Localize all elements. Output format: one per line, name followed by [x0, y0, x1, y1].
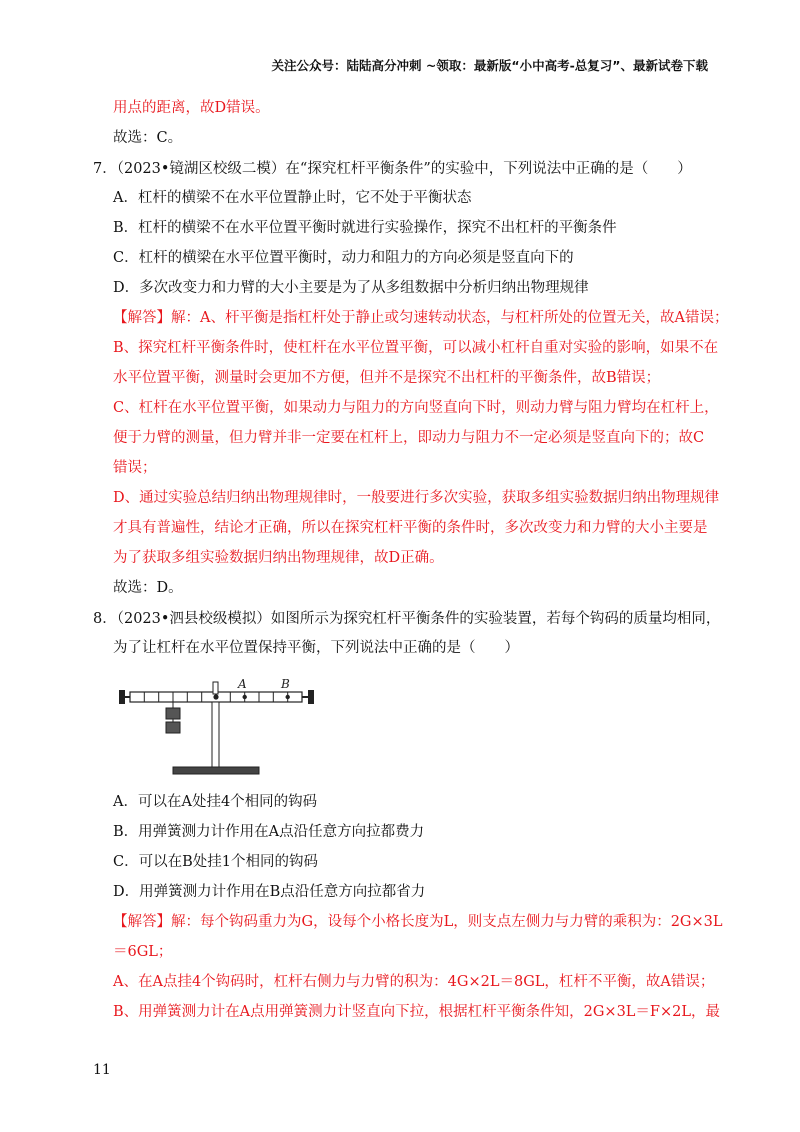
q7-answer-line-3: 水平位置平衡，测量时会更加不方便，但并不是探究不出杠杆的平衡条件，故B错误； [113, 370, 661, 386]
pivot-pointer [213, 682, 218, 694]
q7-answer-text: 解：A、杆平衡是指杠杆处于静止或匀速转动状态，与杠杆所处的位置无关，故A错误； [171, 310, 729, 326]
page-number: 11 [93, 1062, 111, 1078]
q8-answer-line-4: B、用弹簧测力计在A点用弹簧测力计竖直向下拉，根据杠杆平衡条件知，2G×3L＝F×2L，最 [113, 1004, 721, 1020]
stand-base [173, 767, 259, 774]
point-b-marker [286, 695, 290, 699]
q8-answer-text: 解：每个钩码重力为G，设每个小格长度为L，则支点左侧力与力臂的乘积为：2G×3L [171, 914, 723, 930]
q7-answer-line-2: B、探究杠杆平衡条件时，使杠杆在水平位置平衡，可以减小杠杆自重对实验的影响，如果不在 [113, 340, 719, 356]
point-a-label: A [238, 677, 247, 691]
q7-option-d: D．多次改变力和力臂的大小主要是为了从多组数据中分析归纳出物理规律 [113, 280, 589, 296]
hook-weight-1 [166, 708, 180, 719]
point-b-label: B [281, 677, 290, 691]
hook-weight-2 [166, 722, 180, 733]
point-a-marker [243, 695, 247, 699]
q8-stem-line-1: 8．（2023•泗县校级模拟）如图所示为探究杠杆平衡条件的实验装置，若每个钩码的质量均相同， [93, 611, 721, 627]
q8-answer-line-1 [113, 912, 723, 932]
q7-option-c: C．杠杆的横梁在水平位置平衡时，动力和阻力的方向必须是竖直向下的 [113, 250, 574, 266]
q8-option-c: C．可以在B处挂1个相同的钩码 [113, 854, 318, 870]
q8-answer-line-2: ＝6GL； [113, 944, 173, 960]
page-header: 关注公众号：陆陆高分冲刺 ~领取：最新版“小中高考-总复习”、最新试卷下载 [271, 58, 708, 73]
q7-stem: 7．（2023•镜湖区校级二模）在“探究杠杆平衡条件”的实验中，下列说法中正确的是（ ） [93, 161, 692, 177]
q7-choose: 故选：D。 [113, 580, 183, 596]
q7-answer-line-8: 才具有普遍性，结论才正确，所以在探究杠杆平衡的条件时，多次改变力和力臂的大小主要是 [113, 520, 708, 536]
right-balance-nut [308, 690, 314, 704]
pivot-point [213, 694, 218, 699]
q7-option-b: B．杠杆的横梁不在水平位置平衡时就进行实验操作，探究不出杠杆的平衡条件 [113, 220, 617, 236]
q7-answer-line-7: D、通过实验总结归纳出物理规律时，一般要进行多次实验，获取多组实验数据归纳出物理规律 [113, 490, 720, 506]
q7-answer-line-6: 错误； [113, 460, 157, 476]
q7-answer-tag: 【解答】 [113, 310, 171, 326]
q8-stem-line-2: 为了让杠杆在水平位置保持平衡，下列说法中正确的是（ ） [113, 640, 519, 656]
q8-option-a: A．可以在A处挂4个相同的钩码 [113, 794, 318, 810]
q8-option-b: B．用弹簧测力计作用在A点沿任意方向拉都费力 [113, 824, 425, 840]
left-balance-nut [119, 690, 125, 704]
q7-answer-line-4: C、杠杆在水平位置平衡，如果动力与阻力的方向竖直向下时，则动力臂与阻力臂均在杠杆上， [113, 400, 719, 416]
q7-answer-line-9: 为了获取多组实验数据归纳出物理规律，故D正确。 [113, 550, 444, 566]
prev-choose: 故选：C。 [113, 130, 183, 146]
q8-answer-tag: 【解答】 [113, 914, 171, 930]
q7-answer-line-1 [113, 308, 728, 328]
q8-option-d: D．用弹簧测力计作用在B点沿任意方向拉都省力 [113, 884, 426, 900]
support-pole [212, 702, 219, 768]
q7-option-a: A．杠杆的横梁不在水平位置静止时，它不处于平衡状态 [113, 190, 472, 206]
q8-answer-line-3: A、在A点挂4个钩码时，杠杆右侧力与力臂的积为：4G×2L＝8GL，杠杆不平衡，故A错误； [113, 974, 715, 990]
lever-figure [115, 668, 325, 780]
prev-answer-line: 用点的距离，故D错误。 [113, 100, 270, 116]
q7-answer-line-5: 便于力臂的测量，但力臂并非一定要在杠杆上，即动力与阻力不一定必须是竖直向下的；故C [113, 430, 705, 446]
